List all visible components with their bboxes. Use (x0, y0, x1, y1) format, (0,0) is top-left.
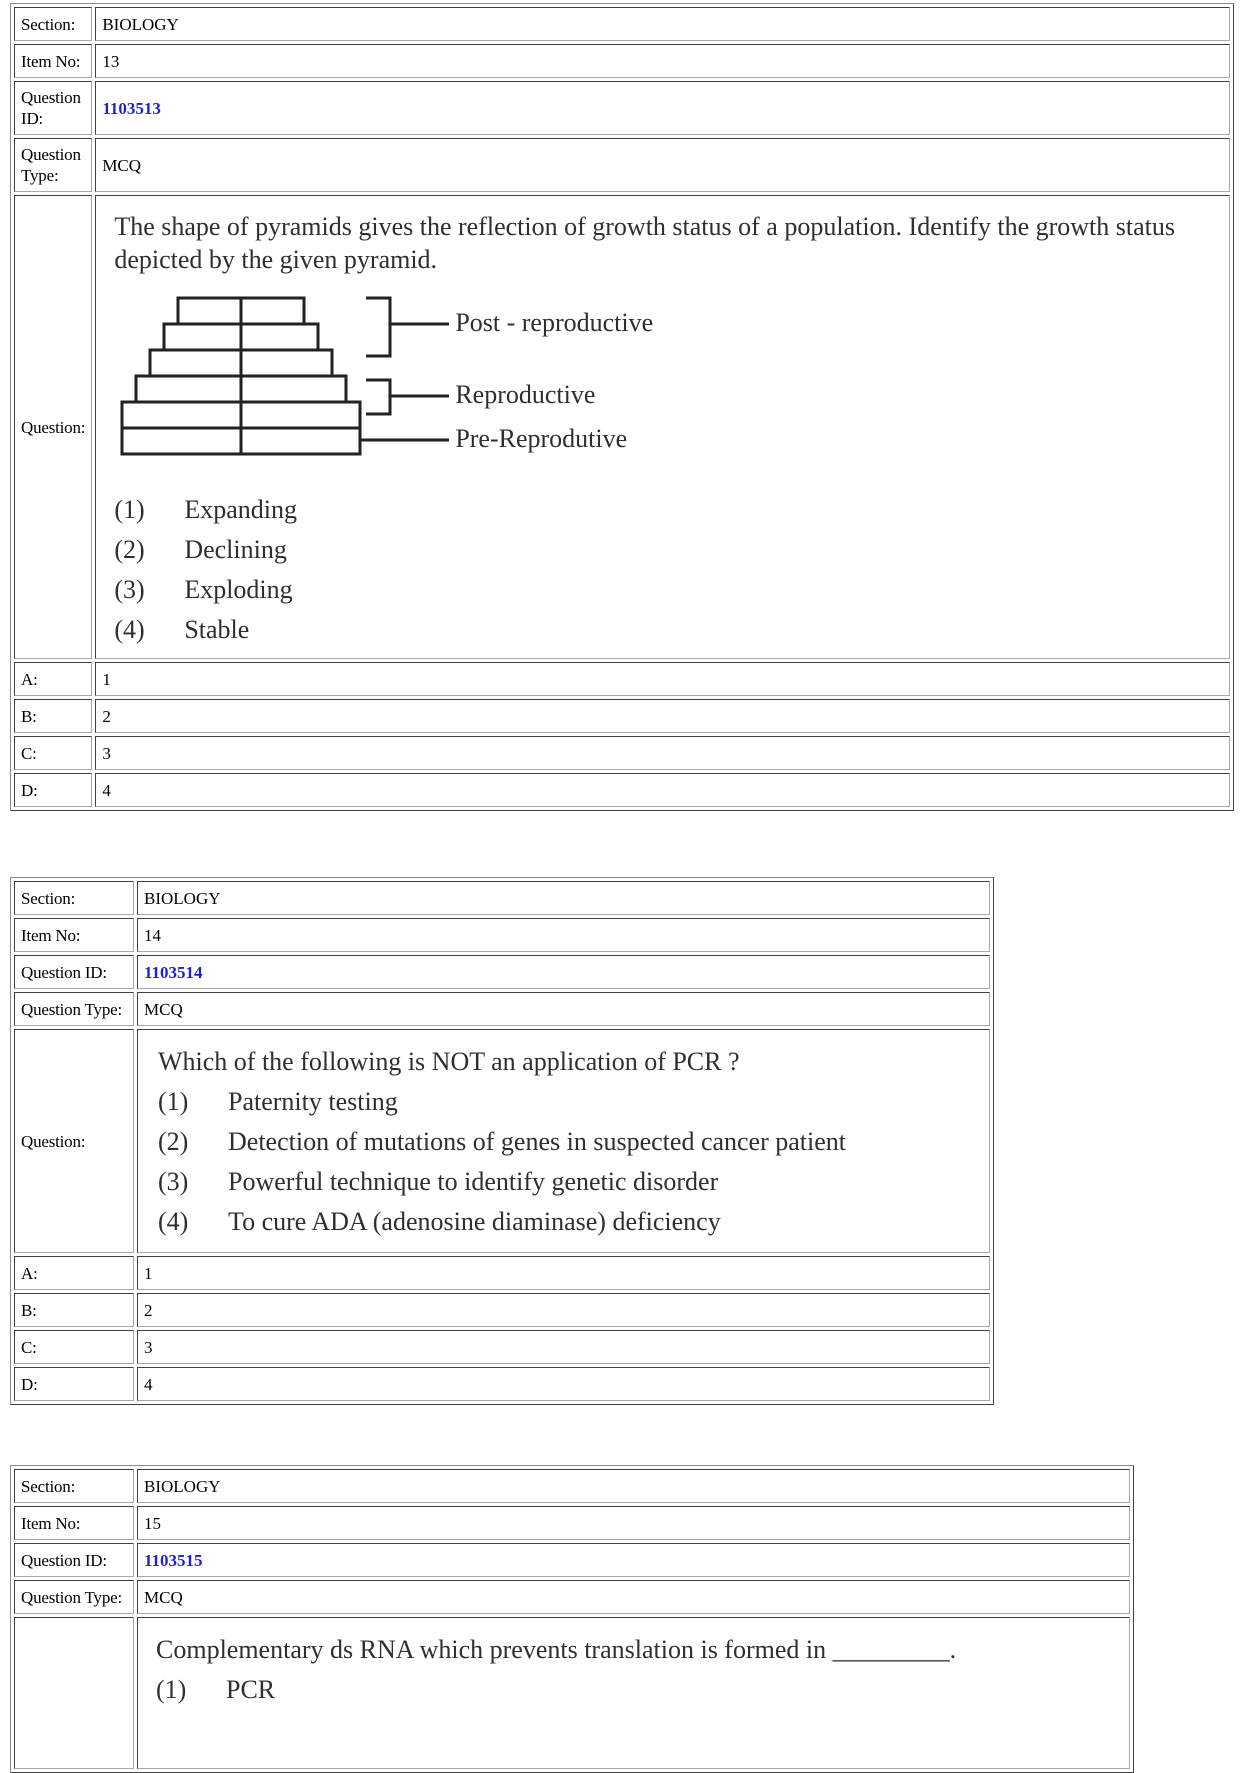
pre-reproductive-label: Pre-Reprodutive (455, 424, 628, 453)
section-label: Section: (14, 7, 92, 41)
answer-b-row (14, 699, 1230, 733)
item-no-row (14, 1506, 1130, 1540)
section-label: Section: (14, 1469, 134, 1503)
option-text: To cure ADA (adenosine diaminase) deficiency (228, 1207, 721, 1236)
section-row (14, 881, 990, 915)
answer-b-label: B: (14, 1293, 134, 1327)
question-row (14, 1029, 990, 1253)
option-4 (114, 610, 1215, 650)
question-text: Which of the following is NOT an application of PCR ? (158, 1047, 740, 1076)
question-id-row (14, 955, 990, 989)
question-text: Complementary ds RNA which prevents translation is formed in _________. (156, 1635, 957, 1664)
answer-a-value: 1 (137, 1256, 990, 1290)
answer-a-row (14, 662, 1230, 696)
section-value: BIOLOGY (137, 881, 990, 915)
question-13-table (10, 3, 1234, 811)
section-value: BIOLOGY (137, 1469, 1130, 1503)
option-1 (114, 490, 1215, 530)
item-no-value: 15 (137, 1506, 1130, 1540)
answer-c-value: 3 (95, 736, 1230, 770)
option-text: Powerful technique to identify genetic disorder (228, 1167, 719, 1196)
answer-c-row (14, 736, 1230, 770)
post-reproductive-label: Post - reproductive (455, 308, 654, 337)
answer-c-label: C: (14, 736, 92, 770)
option-number: (1) (158, 1087, 189, 1116)
question-content (137, 1617, 1130, 1769)
option-text: Exploding (184, 575, 293, 604)
section-row (14, 7, 1230, 41)
option-number: (3) (158, 1167, 189, 1196)
question-type-row (14, 1580, 1130, 1614)
question-type-value: MCQ (95, 138, 1230, 192)
reproductive-label: Reproductive (455, 380, 596, 409)
question-type-label: Question Type: (14, 1580, 134, 1614)
item-no-row (14, 918, 990, 952)
options-list (158, 1082, 979, 1242)
option-text: Expanding (184, 495, 297, 524)
answer-a-row (14, 1256, 990, 1290)
question-15-table (10, 1465, 1134, 1773)
item-no-value: 14 (137, 918, 990, 952)
question-id-label: Question ID: (14, 955, 134, 989)
item-no-label: Item No: (14, 918, 134, 952)
question-id-label: Question ID: (14, 1543, 134, 1577)
question-content (137, 1029, 990, 1253)
answer-a-label: A: (14, 662, 92, 696)
option-number: (1) (156, 1675, 187, 1704)
question-row (14, 195, 1230, 659)
answer-d-value: 4 (95, 773, 1230, 807)
answer-b-row (14, 1293, 990, 1327)
question-id-row (14, 81, 1230, 135)
question-type-label: Question Type: (14, 992, 134, 1026)
item-no-value: 13 (95, 44, 1230, 78)
question-type-value: MCQ (137, 1580, 1130, 1614)
answer-b-label: B: (14, 699, 92, 733)
answer-d-value: 4 (137, 1367, 990, 1401)
answer-d-label: D: (14, 773, 92, 807)
option-3 (114, 570, 1215, 610)
answer-a-label: A: (14, 1256, 134, 1290)
question-id-label: Question ID: (14, 81, 92, 135)
question-14-table (10, 877, 994, 1405)
post-reproductive-bracket (366, 298, 390, 356)
item-no-label: Item No: (14, 44, 92, 78)
question-id-value: 1103515 (137, 1543, 1130, 1577)
option-1 (156, 1670, 1119, 1710)
question-type-row (14, 138, 1230, 192)
section-value: BIOLOGY (95, 7, 1230, 41)
option-number: (4) (158, 1207, 189, 1236)
option-4 (158, 1202, 979, 1242)
option-number: (2) (158, 1127, 189, 1156)
age-pyramid-diagram (114, 294, 754, 482)
question-label: Question: (14, 195, 92, 659)
question-content (95, 195, 1230, 659)
answer-c-value: 3 (137, 1330, 990, 1364)
option-2 (158, 1122, 979, 1162)
answer-d-row (14, 1367, 990, 1401)
option-text: PCR (226, 1675, 276, 1704)
answer-a-value: 1 (95, 662, 1230, 696)
option-number: (4) (114, 615, 145, 644)
item-no-row (14, 44, 1230, 78)
answer-d-row (14, 773, 1230, 807)
option-text: Detection of mutations of genes in suspected cancer patient (228, 1127, 847, 1156)
question-row (14, 1617, 1130, 1769)
option-text: Declining (184, 535, 287, 564)
option-number: (1) (114, 495, 145, 524)
option-1 (158, 1082, 979, 1122)
option-number: (2) (114, 535, 145, 564)
option-2 (114, 530, 1215, 570)
question-type-value: MCQ (137, 992, 990, 1026)
reproductive-bracket (366, 380, 390, 414)
answer-c-row (14, 1330, 990, 1364)
question-id-value: 1103514 (137, 955, 990, 989)
options-list (156, 1670, 1119, 1710)
answer-d-label: D: (14, 1367, 134, 1401)
question-label-cell (14, 1617, 134, 1769)
age-pyramid-figure (114, 294, 1215, 482)
option-number: (3) (114, 575, 145, 604)
question-id-value: 1103513 (95, 81, 1230, 135)
answer-c-label: C: (14, 1330, 134, 1364)
item-no-label: Item No: (14, 1506, 134, 1540)
answer-b-value: 2 (137, 1293, 990, 1327)
section-row (14, 1469, 1130, 1503)
section-label: Section: (14, 881, 134, 915)
answer-b-value: 2 (95, 699, 1230, 733)
question-type-row (14, 992, 990, 1026)
options-list (114, 490, 1215, 650)
option-text: Stable (184, 615, 250, 644)
option-text: Paternity testing (228, 1087, 398, 1116)
option-3 (158, 1162, 979, 1202)
question-text: The shape of pyramids gives the reflection of growth status of a population. Identify the growth status depicted by the given pyramid. (114, 212, 1176, 274)
question-id-row (14, 1543, 1130, 1577)
question-type-label: Question Type: (14, 138, 92, 192)
question-label: Question: (14, 1029, 134, 1253)
